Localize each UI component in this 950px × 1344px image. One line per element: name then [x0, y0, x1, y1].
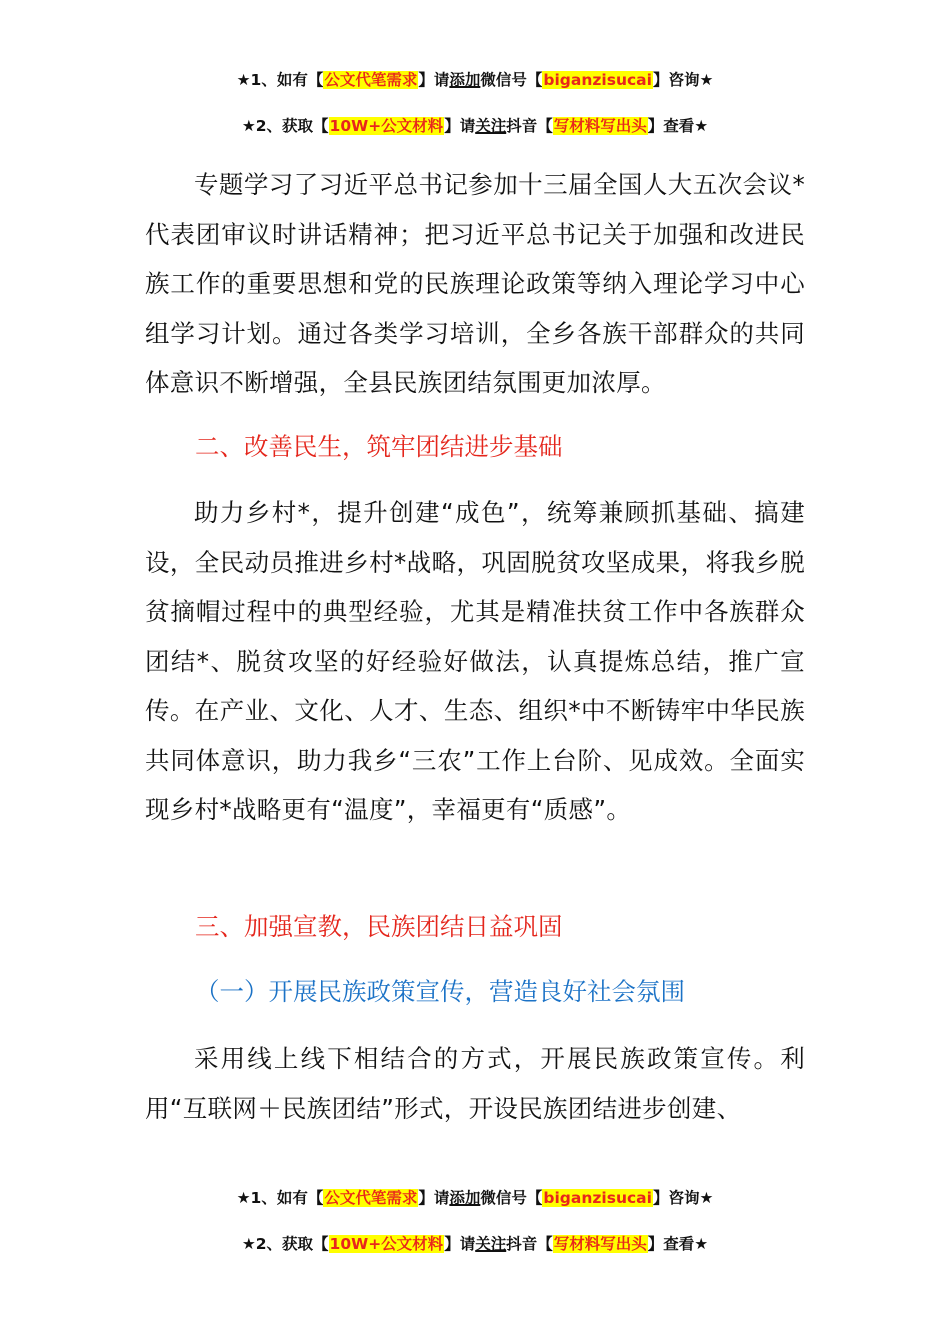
section-3-body: [145, 1034, 805, 1133]
top-banner: [0, 68, 950, 138]
highlight-service: 公文代笔需求: [324, 1189, 418, 1207]
section-3: [145, 912, 805, 942]
highlight-wechat-id: biganzisucai: [543, 1189, 652, 1207]
banner-text: 】请: [418, 71, 450, 89]
paragraph-3: 采用线上线下相结合的方式，开展民族政策宣传。利用“互联网＋民族团结”形式，开设民族团结进步创建、: [145, 1044, 805, 1123]
underline-add: 添加: [449, 71, 481, 89]
banner-text: 抖音【: [506, 1235, 553, 1253]
banner-text: 抖音【: [506, 117, 553, 135]
banner-line-2: [0, 1232, 950, 1256]
banner-text: 】请: [444, 117, 476, 135]
banner-text: 】请: [444, 1235, 476, 1253]
heading-section-2: 二、改善民生，筑牢团结进步基础: [195, 432, 563, 461]
banner-text: ★1、如有【: [236, 71, 324, 89]
banner-text: 】查看★: [647, 117, 709, 135]
highlight-service: 公文代笔需求: [324, 71, 418, 89]
heading-section-3: 三、加强宣教，民族团结日益巩固: [195, 912, 563, 941]
highlight-douyin-id: 写材料写出头: [553, 117, 647, 135]
highlight-wechat-id: biganzisucai: [543, 71, 652, 89]
banner-text: 微信号【: [480, 1189, 543, 1207]
bottom-banner: [0, 1186, 950, 1256]
banner-line-2: [0, 114, 950, 138]
heading-subsection-3-1: （一）开展民族政策宣传，营造良好社会氛围: [195, 977, 685, 1006]
banner-line-1: [0, 1186, 950, 1210]
banner-text: 】咨询★: [652, 1189, 714, 1207]
banner-text: ★1、如有【: [236, 1189, 324, 1207]
subsection-3-1: [145, 977, 805, 1007]
banner-line-1: [0, 68, 950, 92]
document-body: [145, 160, 805, 408]
underline-add: 添加: [449, 1189, 481, 1207]
highlight-materials: 10W+公文材料: [329, 117, 444, 135]
banner-text: 】查看★: [647, 1235, 709, 1253]
banner-text: 微信号【: [480, 71, 543, 89]
highlight-materials: 10W+公文材料: [329, 1235, 444, 1253]
banner-text: 】咨询★: [652, 71, 714, 89]
section-2: [145, 432, 805, 462]
underline-follow: 关注: [475, 1235, 507, 1253]
banner-text: ★2、获取【: [241, 1235, 329, 1253]
paragraph-1: 专题学习了习近平总书记参加十三届全国人大五次会议*代表团审议时讲话精神；把习近平总书记关于加强和改进民族工作的重要思想和党的民族理论政策等纳入理论学习中心组学习计划。通过各类学习培训，全乡各族干部群众的共同体意识不断增强，全县民族团结氛围更加浓厚。: [145, 170, 805, 397]
section-2-body: [145, 488, 805, 835]
underline-follow: 关注: [475, 117, 507, 135]
highlight-douyin-id: 写材料写出头: [553, 1235, 647, 1253]
paragraph-2: 助力乡村*，提升创建“成色”，统筹兼顾抓基础、搞建设，全民动员推进乡村*战略，巩固脱贫攻坚成果，将我乡脱贫摘帽过程中的典型经验，尤其是精准扶贫工作中各族群众团结*、脱贫攻坚的好经验好做法，认真提炼总结，推广宣传。在产业、文化、人才、生态、组织*中不断铸牢中华民族共同体意识，助力我乡“三农”工作上台阶、见成效。全面实现乡村*战略更有“温度”，幸福更有“质感”。: [145, 498, 805, 824]
banner-text: ★2、获取【: [241, 117, 329, 135]
banner-text: 】请: [418, 1189, 450, 1207]
